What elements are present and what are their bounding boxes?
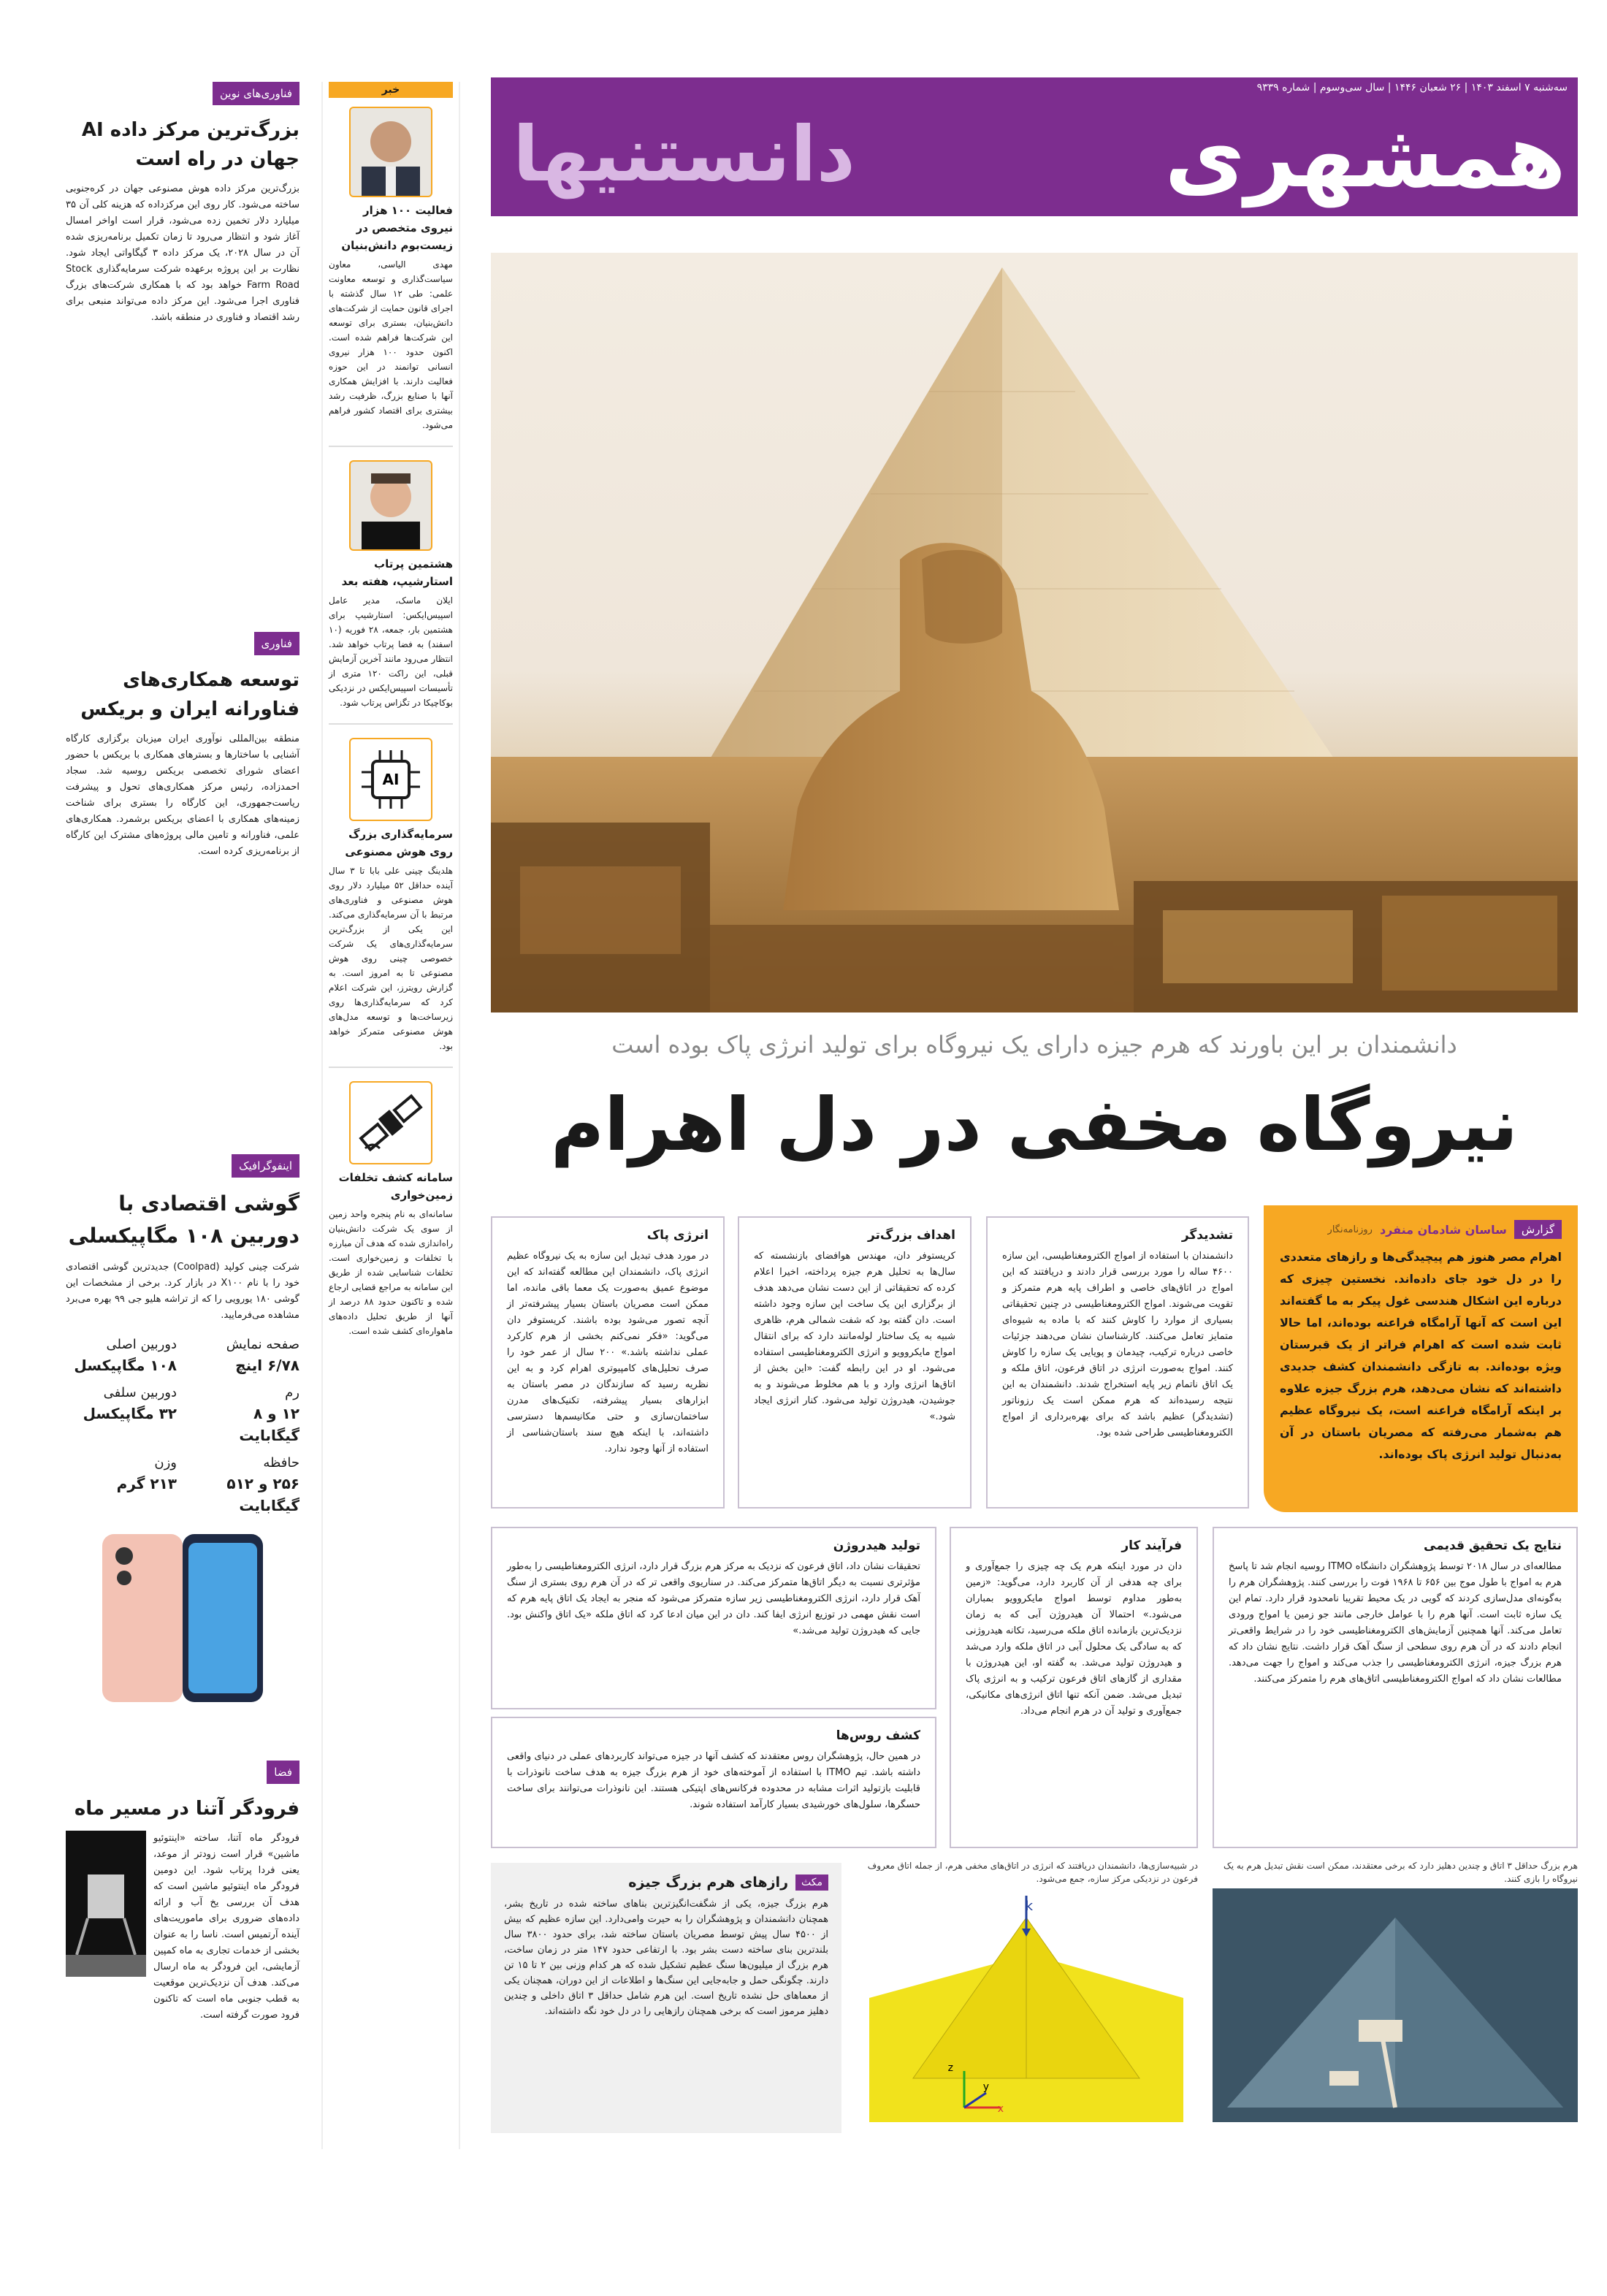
logo-hamshahri: همشهری (1164, 106, 1566, 207)
section-title: فرآیند کار (1121, 1538, 1182, 1553)
section-box (1213, 1527, 1578, 1848)
block-body: منطقه بین‌المللی نوآوری ایران میزبان برگزاری کارگاه آشنایی با ساختارها و بسترهای همکاری با بریکس با حضور اعضای شورای تخصصی بریکس روسیه شد. سجاد احمدزاده، رئیس مرکز همکاری‌های تحول و پیشرفت ریاست‌جمهوری، این کارگاه را بستری برای شناخت زمینه‌های همکاری با اعضای بریکس برشمرد. همکاری‌های علمی، فناورانه و تامین مالی پروژه‌های مشترک این کارگاه از برنامه‌ریزی کرده است. (66, 733, 299, 857)
block-body: بزرگ‌ترین مرکز داده هوش مصنوعی جهان در کره‌جنوبی ساخته می‌شود. کار روی این مرکزداده که هزینه کلی آن ۳۵ میلیارد دلار تخمین زده می‌شود، قرار است اواخر امسال آغاز شود و انتظار می‌رود تا زمان تکمیل برنامه‌ریزی شده آن در سال ۲۰۲۸، یک مرکز داده ۳ گیگاواتی ایجاد شود. نظارت بر این پروژه برعهده شرکت سرمایه‌گذاری Stock Farm Road خواهد بود که با همکاری شرکت‌های بزرگ فناوری اجرا می‌شود. این مرکز داده می‌تواند منبعی برای رشد اقتصاد و فناوری در منطقه باشد. (66, 183, 299, 323)
queens-chamber (1329, 2071, 1359, 2086)
svg-text:AI: AI (382, 771, 400, 788)
portrait-elyasi (349, 107, 432, 197)
spec-item: حافظه ۲۵۶ و ۵۱۲ گیگابایت (226, 1455, 299, 1514)
phone-illustration (95, 1527, 270, 1709)
block-body: شرکت چینی کولپد (Coolpad) جدیدترین گوشی اقتصادی خود را با نام X۱۰۰ در بازار کرد. برخی از مشخصات این گوشی ۱۸۰ یورویی را که از تراشه هلیو جی ۹۹ بهره می‌برد مشاهده می‌فرمایید. (66, 1262, 299, 1321)
simulation-figure (855, 1859, 1198, 2137)
section-box (738, 1216, 972, 1509)
spec-item: صفحه نمایش ۶/۷۸ اینچ (226, 1337, 299, 1374)
section-tag: فناوری‌های نوین (213, 82, 299, 105)
news-title: سامانه کشف تخلفات زمین‌خواری (338, 1171, 453, 1202)
section-body: در همین حال، پژوهشگران روس معتقدند که کشف آنها در جیزه می‌تواند کاربردهای عملی در دنیای واقعی داشته باشد. تیم ITMO با استفاده از آموخته‌های خود از هرم بزرگ جیزه به هدف ساخت نانوذرات با قابلیت بازتولید اثرات مشابه در محدوده فرکانس‌های اپتیکی هستند. این نانوذرات می‌توانند برای ساخت حسگرها، سلول‌های خورشیدی بسیار کارآمد استفاده شوند. (507, 1751, 920, 1810)
pyramid-sphinx-illustration (491, 253, 1578, 1012)
lander-illustration (66, 1831, 146, 1977)
report-body: اهرام مصر هنوز هم پیچیدگی‌ها و رازهای متعددی را در دل خود جای داده‌اند. نخستین چیزی که درباره این اشکال هندسی غول پیکر به ما گفته‌اند این است که آنها آرامگاه فراعنه بوده‌اند، اما حالا ثابت شده است که اهرام فراتر از یک قبرستان ویژه بوده‌اند. به تازگی دانشمندان کشف جدیدی داشته‌اند که نشان می‌دهد، هرم بزرگ جیزه علاوه بر اینکه آرامگاه فراعنه است، یک نیروگاه عظیم هم به‌شمار می‌رفته که مصریان باستان در آن به‌دنبال تولید انرژی پاک بوده‌اند. (1280, 1250, 1562, 1461)
axis-label-k: k (1025, 1899, 1033, 1914)
left-block-space (66, 1761, 299, 2140)
logo-danestaniha: دانستنیها (513, 110, 855, 199)
section-box (491, 1527, 936, 1709)
section-title: تولید هیدروژن (833, 1538, 920, 1553)
left-block-ai-datacenter (66, 82, 299, 593)
section-box (950, 1527, 1198, 1848)
spec-grid (66, 1335, 299, 1517)
satellite-icon (349, 1081, 432, 1164)
axis-label-y: y (982, 2081, 989, 2093)
section-body: کریستوفر دان، مهندس هوافضای بازنشسته که سال‌ها به تحلیل هرم جیزه پرداخته، اخیرا اعلام کرده که تحقیقاتی از این دست نشان می‌دهد هدف از برگزاری این یک ساخت این سازه وجود داشته است. دان گفته بود که شفت شمالی هرم، ظاهری شبیه به یک ساختار لوله‌مانند دارد که برای انتقال امواج مایکروویو و انرژی الکترومغناطیسی استفاده می‌شود. او در این رابطه گفت: «این بخش از اتاق‌ها انرژی وارد و با هم مخلوط می‌شوند و به جوشیدن، هیدروژن تولید می‌شود. کنار انرژی ایجاد شود.» (754, 1251, 955, 1422)
mack-box (491, 1863, 841, 2133)
pyramid-chambers-diagram (1213, 1888, 1578, 2122)
sphinx-face (922, 550, 1002, 644)
section-title: تشدیدگر (1181, 1228, 1233, 1243)
block-title: فرودگر آتنا در مسیر ماه (74, 1798, 299, 1820)
portrait-musk (349, 460, 432, 551)
report-author: ساسان شادمان منفرد (1379, 1222, 1507, 1237)
spec-item: رم ۱۲ و ۸ گیگابایت (239, 1385, 299, 1444)
spec-item: دوربین اصلی ۱۰۸ مگاپیکسل (74, 1337, 177, 1374)
block-title: توسعه همکاری‌های فناورانه ایران و بریکس (80, 669, 299, 720)
ai-chip-icon (349, 738, 432, 821)
block-body: فرودگر ماه آتنا، ساخته «اینتوئیو ماشین» قرار است زودتر از موعد، یعنی فردا پرتاب شود. این دومین فرودگر ماه اینتوئیو ماشین است که هدف آن بررسی یخ آب و ارائه داده‌های ضروری برای ماموریت‌های آینده آرتمیس است. ناسا را به عنوان بخشی از خدمات تجاری به ماه کمپین آزمایشی، این فرودگر به ماه ارسال می‌کند. هدف آن نزدیک‌ترین موقعیت به قطب جنوبی ماه است که تاکنون فرود صورت گرفته است. (153, 1833, 299, 2021)
dateline: سه‌شنبه ۷ اسفند ۱۴۰۳ | ۲۶ شعبان ۱۴۴۶ | سال سی‌وسوم | شماره ۹۳۳۹ (1256, 82, 1568, 94)
news-tag: خبر (329, 82, 453, 98)
spec-item: وزن ۲۱۳ گرم (116, 1455, 177, 1492)
section-title: اهداف بزرگ‌تر (867, 1228, 955, 1243)
section-title: نتایج یک تحقیق قدیمی (1424, 1538, 1562, 1553)
mack-title: رازهای هرم بزرگ جیزه (628, 1874, 789, 1891)
section-body: مطالعه‌ای در سال ۲۰۱۸ توسط پژوهشگران دانشگاه ITMO روسیه انجام شد تا پاسخ هرم به امواج با طول موج بین ۶۵۶ تا ۱۹۶۸ فوت را بررسی کنند. پژوهشگران هرم را به‌گونه‌ای مدل‌سازی کردند که گویی در یک محیط تقریبا نامحدود قرار دارد. تمام این یک سازه ثابت است. آنها هرم را با عوامل خارجی مانند جو زمین یا امواج ورودی تعامل می‌کند. آنها همچنین آزمایش‌های الکترومغناطیسی خود را در شرایط واقعی‌تر انجام دادند که در آن هرم روی سطحی از سنگ آهک قرار داشت. نتایج نشان داد که هرم بزرگ جیزه، انرژی الکترومغناطیسی را جذب می‌کند و امواج را جهت می‌دهد. مطالعات نشان داد که امواج الکترومغناطیسی اتاق‌های هرم را متمرکز می‌کنند. (1229, 1561, 1562, 1685)
mack-tag: مکث (795, 1874, 828, 1891)
news-body: سامانه‌ای به نام پنجره واحد زمین از سوی یک شرکت دانش‌بنیان راه‌اندازی شده که هدف آن مبارزه با تخلفات و زمین‌خواری است. تخلفات شناسایی شده از طریق این سامانه به مراجع قضایی ارجاع شده و تاکنون حدود ۸۸ درصد از آنها از طریق تحلیل داده‌های ماهواره‌ای کشف شده است. (329, 1209, 454, 1336)
section-tag: فضا (267, 1761, 299, 1784)
section-title: کشف روس‌ها (836, 1728, 920, 1743)
news-column (321, 82, 460, 2149)
hero-image (491, 253, 1578, 1012)
simulation-caption: در شبیه‌سازی‌ها، دانشمندان دریافتند که انرژی در اتاق‌های مخفی هرم، از جمله اتاق معروف فرعون در نزدیکی مرکز سازه، جمع می‌شود. (867, 1861, 1198, 1884)
news-body: مهدی الیاسی، معاون سیاست‌گذاری و توسعه معاونت علمی: طی ۱۲ سال گذشته با اجرای قانون حمایت از شرکت‌های دانش‌بنیان، بستری برای توسعه این شرکت‌ها فراهم شده است. اکنون حدود ۱۰۰ هزار نیروی انسانی توانمند در این حوزه فعالیت دارند. با افزایش همکاری آنها با صنایع بزرگ، ظرفیت رشد بیشتری برای اقتصاد کشور فراهم می‌شود. (329, 259, 454, 430)
section-body: دان در مورد اینکه هرم یک چه چیزی را جمع‌آوری و برای چه هدفی از آن کاربرد دارد، می‌گوید: «زمین به‌طور مداوم توسط امواج مایکروویو بمباران می‌شود.» احتمالا آن هیدروژن آبی که به زمان نزدیک‌ترین بازمانده اتاق ملکه می‌رسید، تکانه هیدروژنی که به سادگی یک محلول آبی در اتاق ملکه وارد می‌شد و هیدروژن تولید می‌شد. به گفته او، این هیدروژن با مقداری از گازهای اتاق فرعون ترکیب و به انرژی پاک تبدیل می‌شد. ضمن آنکه تنها اتاق انرژی‌های مکانیکی، جمع‌آوری و تولید آن در هرم انجام می‌داد. (966, 1561, 1182, 1717)
left-block-brics (66, 632, 299, 1099)
report-box (1264, 1205, 1578, 1512)
section-box (491, 1717, 936, 1848)
news-body: هلدینگ چینی علی بابا تا ۳ سال آینده حداقل ۵۲ میلیارد دلار روی هوش مصنوعی و فناوری‌های مرتبط با آن سرمایه‌گذاری می‌کند. این یکی از بزرگ‌ترین سرمایه‌گذاری‌های یک شرکت خصوصی چینی روی هوش مصنوعی تا به امروز است. به گزارش رویترز، این شرکت اعلام کرد که سرمایه‌گذاری‌ها روی زیرساخت‌ها و توسعه مدل‌های هوش مصنوعی متمرکز خواهد بود. (329, 866, 453, 1051)
pyramid-chambers-figure (1213, 1859, 1578, 2137)
news-title: هشتمین پرتاب استارشیپ، هفته بعد (341, 557, 453, 588)
section-box (491, 1216, 725, 1509)
news-title: فعالیت ۱۰۰ هزار نیروی متخصص در زیست‌بوم دانش‌بنیان (341, 204, 453, 252)
report-author-role: روزنامه‌نگار (1327, 1224, 1373, 1235)
simulation-diagram (855, 1888, 1198, 2122)
left-block-infographic (66, 1154, 299, 1739)
section-box (986, 1216, 1249, 1509)
news-body: ایلان ماسک، مدیر عامل اسپیس‌ایکس: استارشیپ برای هشتمین بار، جمعه، ۲۸ فوریه (۱۰ اسفند) به فضا پرتاب خواهد شد. انتظار می‌رود مانند آخرین آزمایش قبلی، این راکت ۱۲۰ متری از تأسیسات اسپیس‌ایکس در نزدیکی بوکاچیکا در تگزاس پرتاب شود. (329, 595, 453, 708)
section-body: دانشمندان با استفاده از امواج الکترومغناطیسی، این سازه ۴۶۰۰ ساله را مورد بررسی قرار دادند و دریافتند که این امواج در اتاق‌های خاصی و اطراف پایه هرم متمرکز و تقویت می‌شوند. امواج الکترومغناطیسی در چنین تحقیقاتی بسیاری از موارد را کاوش کنند که با ماده به شیوه‌ای متمایز تعامل می‌کنند. کارشناسان نشان می‌دهند جزئیات خاصی درباره ترکیب، چیدمان و پویایی یک سازه را کاوش کنند. امواج به‌صورت انرژی در اتاق فرعون، اتاق ملکه و یک اتاق ناتمام زیر پایه استخراج شدند. دانشمندان به این نتیجه رسیده‌اند که هرم ممکن است یک رزوناتور (تشدیدگر) عظیم باشد که برای بهره‌برداری از امواج الکترومغناطیسی طراحی شده بود. (1002, 1251, 1233, 1438)
section-tag: اینفوگرافیک (232, 1154, 299, 1178)
chambers-caption: هرم بزرگ حداقل ۳ اتاق و چندین دهلیز دارد که برخی معتقدند، ممکن است نقش تبدیل هرم به یک نیروگاه را بازی کنند. (1224, 1861, 1578, 1884)
section-tag: فناوری (254, 632, 300, 655)
block-title: گوشی اقتصادی با دوربین ۱۰۸ مگاپیکسلی (68, 1191, 299, 1248)
masthead (491, 77, 1578, 216)
section-body: در مورد هدف تبدیل این سازه به یک نیروگاه عظیم انرژی پاک، دانشمندان این مطالعه گفته‌اند که این موضوع عمیق به‌صورت یک معما باقی مانده، اما ممکن است مصریان باستان بسیار پیشرفته‌تر از آنچه تصور می‌شود بوده باشند. کریستوفر دان می‌گوید: «فکر نمی‌کنم بخشی از هرم کارکرد عملی نداشته باشد.» ۲۰۰ سال از عمر خود را صرف تحلیل‌های کامپیوتری اهرام کرد و به این نظریه رسید که سازندگان در مصر باستان به ابزارهای بسیار پیشرفته، تکنیک‌های مدرن ساختمان‌سازی و حتی مکانیسم‌ها دسترسی داشته‌اند، با اینکه هیچ سند باستان‌شناسی از استفاده از آنها وجود ندارد. (507, 1251, 709, 1454)
block-title: بزرگ‌ترین مرکز داده AI جهان در راه است (81, 119, 299, 170)
section-title: انرژی پاک (646, 1228, 709, 1243)
spec-item: دوربین سلفی ۳۲ مگاپیکسل (83, 1385, 177, 1422)
mack-body: هرم بزرگ جیزه، یکی از شگفت‌انگیزترین بناهای ساخته شده در تاریخ بشر، همچنان دانشمندان و پژوهشگران را به حیرت وامی‌دارد. این سازه عظیم که بیش از ۴۵۰۰ سال پیش توسط مصریان باستان ساخته شد، برای حدود ۳۸۰۰ سال بلندترین بنای ساخته دست بشر بود. با ارتفاعی حدود ۱۴۷ متر در زمان ساخت، هرم بزرگ از میلیون‌ها سنگ عظیم تشکیل شده که هر کدام وزنی بین ۲ تا ۱۵ تن دارند. چگونگی حمل و جابه‌جایی این سنگ‌ها و اطلاعات از این دوران، همچنان یکی از معماهای حل نشده تاریخ است. این هرم شامل حداقل ۳ اتاق داخلی و چندین دهلیز مرموز است که برخی همچنان رازهایی را در دل خود نگه داشته‌اند. (504, 1899, 829, 2017)
report-tag: گزارش (1514, 1220, 1562, 1239)
axis-label-x: x (997, 2103, 1004, 2115)
axis-label-z: z (947, 2062, 953, 2074)
main-headline: نیروگاه مخفی در دل اهرام (550, 1082, 1519, 1167)
headline-kicker: دانشمندان بر این باورند که هرم جیزه دارای یک نیروگاه برای تولید انرژی پاک بوده است (611, 1031, 1457, 1059)
section-body: تحقیقات نشان داد، اتاق فرعون که نزدیک به مرکز هرم بزرگ قرار دارد، انرژی الکترومغناطیسی را به‌طور مؤثرتری نسبت به دیگر اتاق‌ها متمرکز می‌کند. در سناریوی واقعی تر که در آن هرم روی بستری از سنگ آهک قرار دارد، انرژی الکترومغناطیسی زیر سازه متمرکز می‌شود که منجر به ایجاد یک اتاق پایه هرم که است نقش مهمی در توزیع انرژی ایفا کند. دان در این میان ادعا کرد که اتاق ملکه «یک اتاق واکنش بود. جایی که هیدروژن تولید می‌شد.» (507, 1561, 920, 1636)
news-title: سرمایه‌گذاری بزرگ روی هوش مصنوعی (345, 828, 453, 858)
